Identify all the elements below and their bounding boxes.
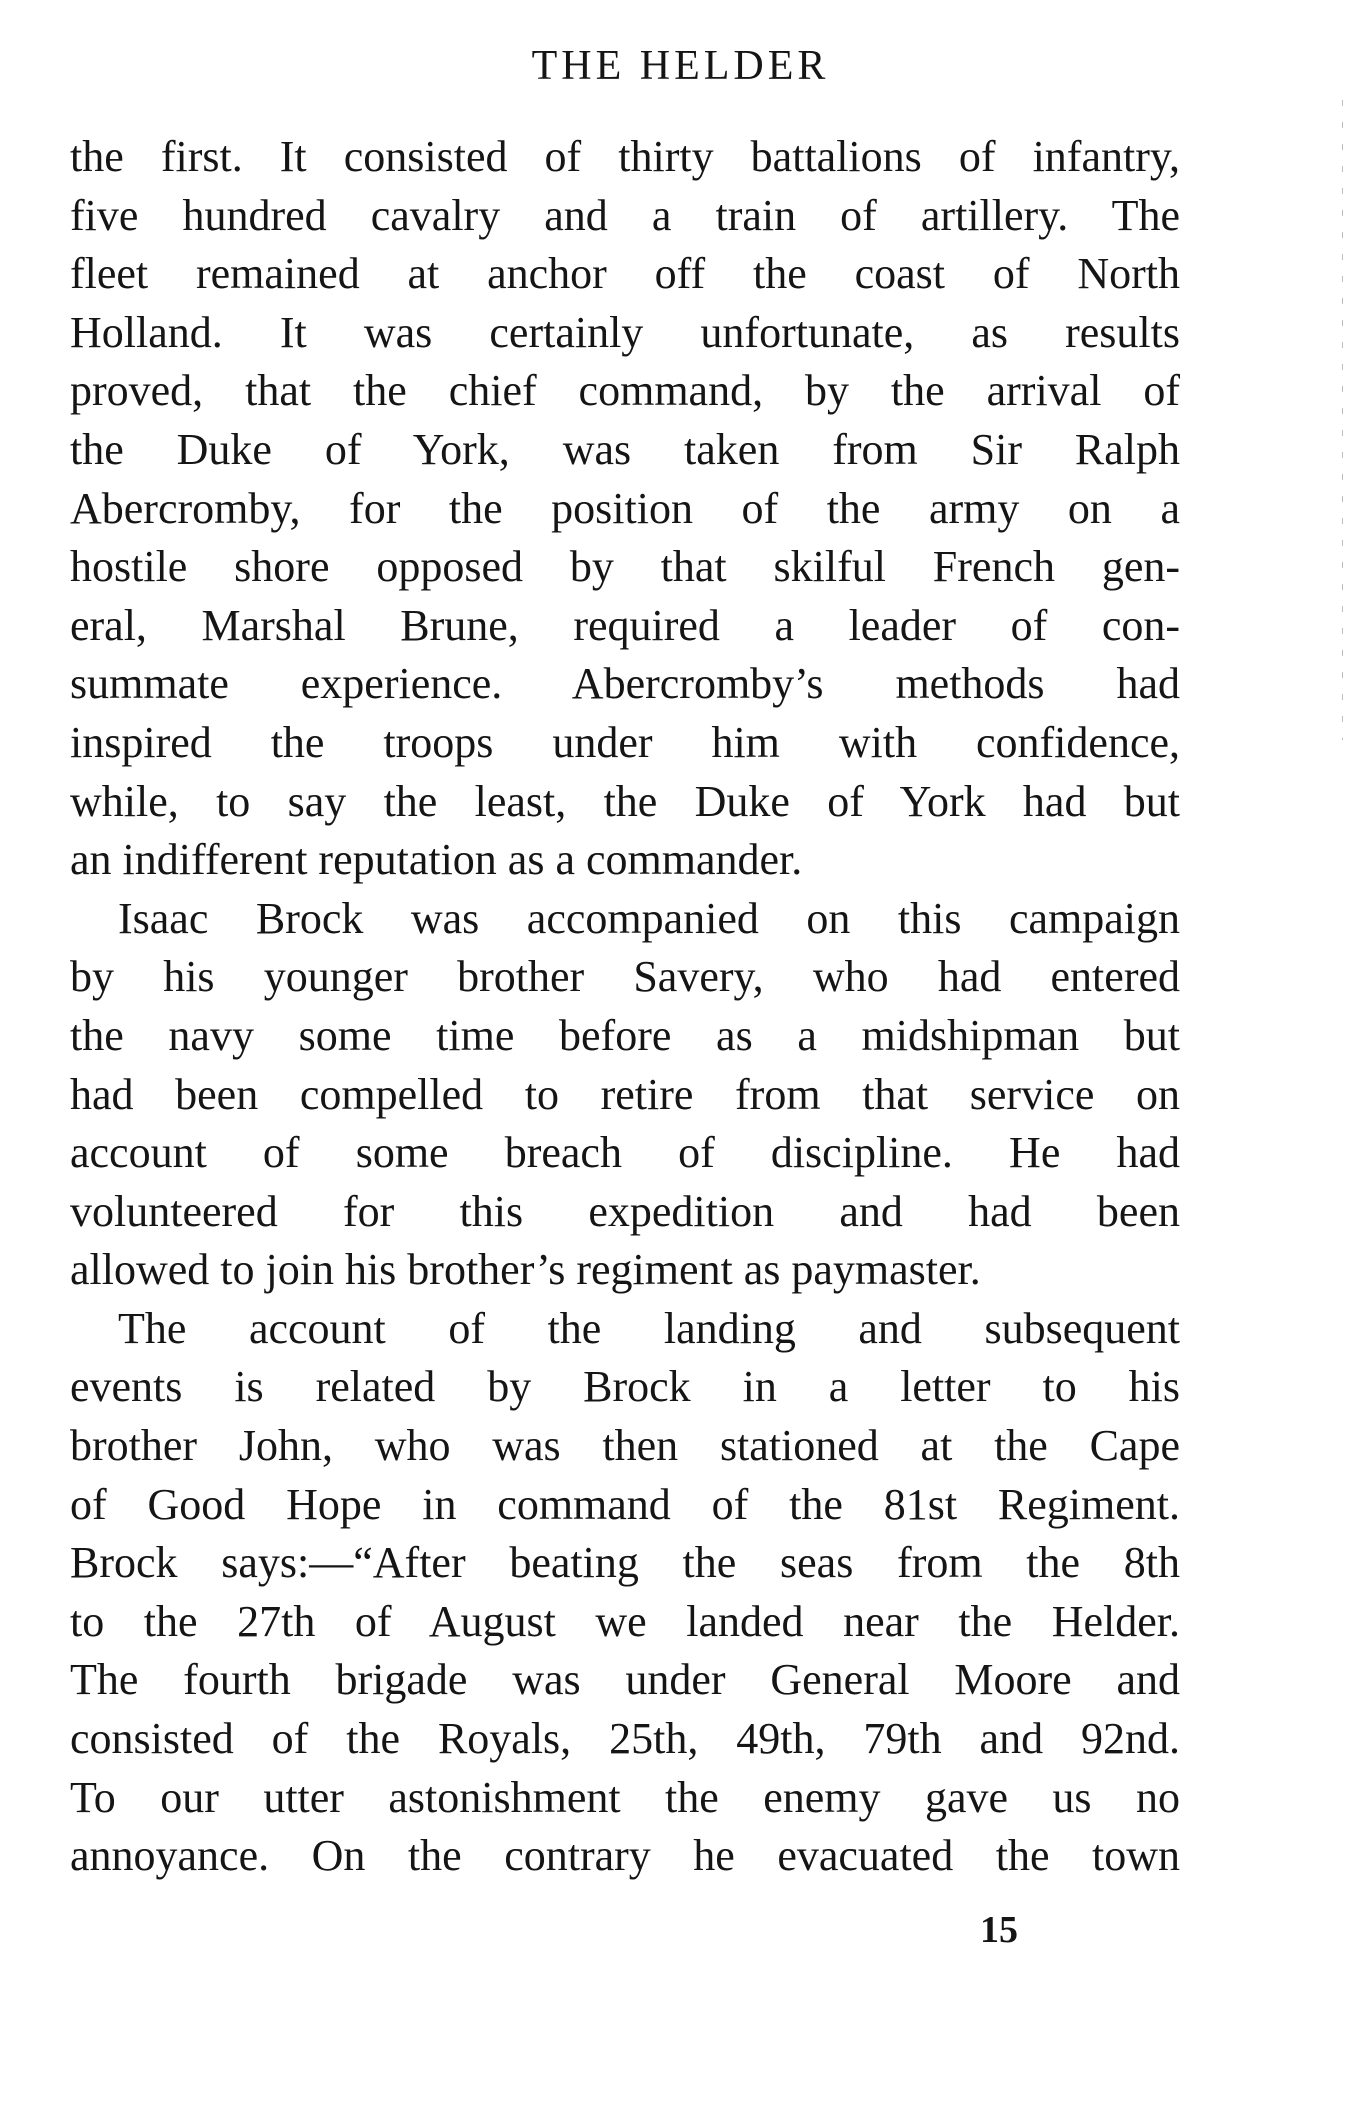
body-text <box>70 128 1180 1886</box>
text-line: annoyance. On the contrary he evacuated the town <box>70 1831 1180 1881</box>
text-line: Holland. It was certainly unfortunate, as results <box>70 307 1180 357</box>
text-line: while, to say the least, the Duke of York had but <box>70 776 1180 826</box>
text-line: the Duke of York, was taken from Sir Ralph <box>70 424 1180 474</box>
text-line: summate experience. Abercromby’s methods had <box>70 659 1180 709</box>
text-line: allowed to join his brother’s regiment as paymaster. <box>70 1245 981 1295</box>
paragraph-2 <box>70 890 1180 1300</box>
text-line: had been compelled to retire from that service on <box>70 1069 1180 1119</box>
text-line: five hundred cavalry and a train of artillery. The <box>70 190 1180 240</box>
text-line: Isaac Brock was accompanied on this campaign <box>118 893 1180 943</box>
text-line: brother John, who was then stationed at the Cape <box>70 1421 1180 1471</box>
page-number: 15 <box>980 1909 1018 1951</box>
text-line: an indifferent reputation as a commander. <box>70 835 803 885</box>
text-line: proved, that the chief command, by the arrival of <box>70 366 1180 416</box>
text-line: Brock says:—“After beating the seas from the 8th <box>70 1538 1180 1588</box>
text-line: to the 27th of August we landed near the Helder. <box>70 1596 1180 1646</box>
text-line: inspired the troops under him with confidence, <box>70 717 1180 767</box>
text-line: the first. It consisted of thirty battalions of infantry, <box>70 132 1180 181</box>
text-line: fleet remained at anchor off the coast of North <box>70 249 1180 299</box>
text-line: Abercromby, for the position of the army on a <box>70 483 1180 533</box>
paragraph-1 <box>70 128 1180 890</box>
text-line: eral, Marshal Brune, required a leader of con- <box>70 600 1180 650</box>
text-line: hostile shore opposed by that skilful French gen- <box>70 542 1180 592</box>
text-line: by his younger brother Savery, who had entered <box>70 952 1180 1002</box>
text-line: volunteered for this expedition and had been <box>70 1186 1180 1236</box>
text-line: of Good Hope in command of the 81st Regiment. <box>70 1479 1180 1529</box>
text-line: events is related by Brock in a letter to his <box>70 1362 1180 1412</box>
text-line: account of some breach of discipline. He had <box>70 1128 1180 1178</box>
running-head: THE HELDER <box>531 43 830 89</box>
text-line: To our utter astonishment the enemy gave us no <box>70 1772 1180 1822</box>
scan-edge-mark <box>1342 100 1343 740</box>
text-line: The fourth brigade was under General Moore and <box>70 1655 1180 1705</box>
text-line: The account of the landing and subsequent <box>118 1303 1180 1353</box>
paragraph-3 <box>70 1300 1180 1886</box>
text-line: the navy some time before as a midshipman but <box>70 1010 1180 1060</box>
text-line: consisted of the Royals, 25th, 49th, 79th and 92nd. <box>70 1714 1180 1764</box>
